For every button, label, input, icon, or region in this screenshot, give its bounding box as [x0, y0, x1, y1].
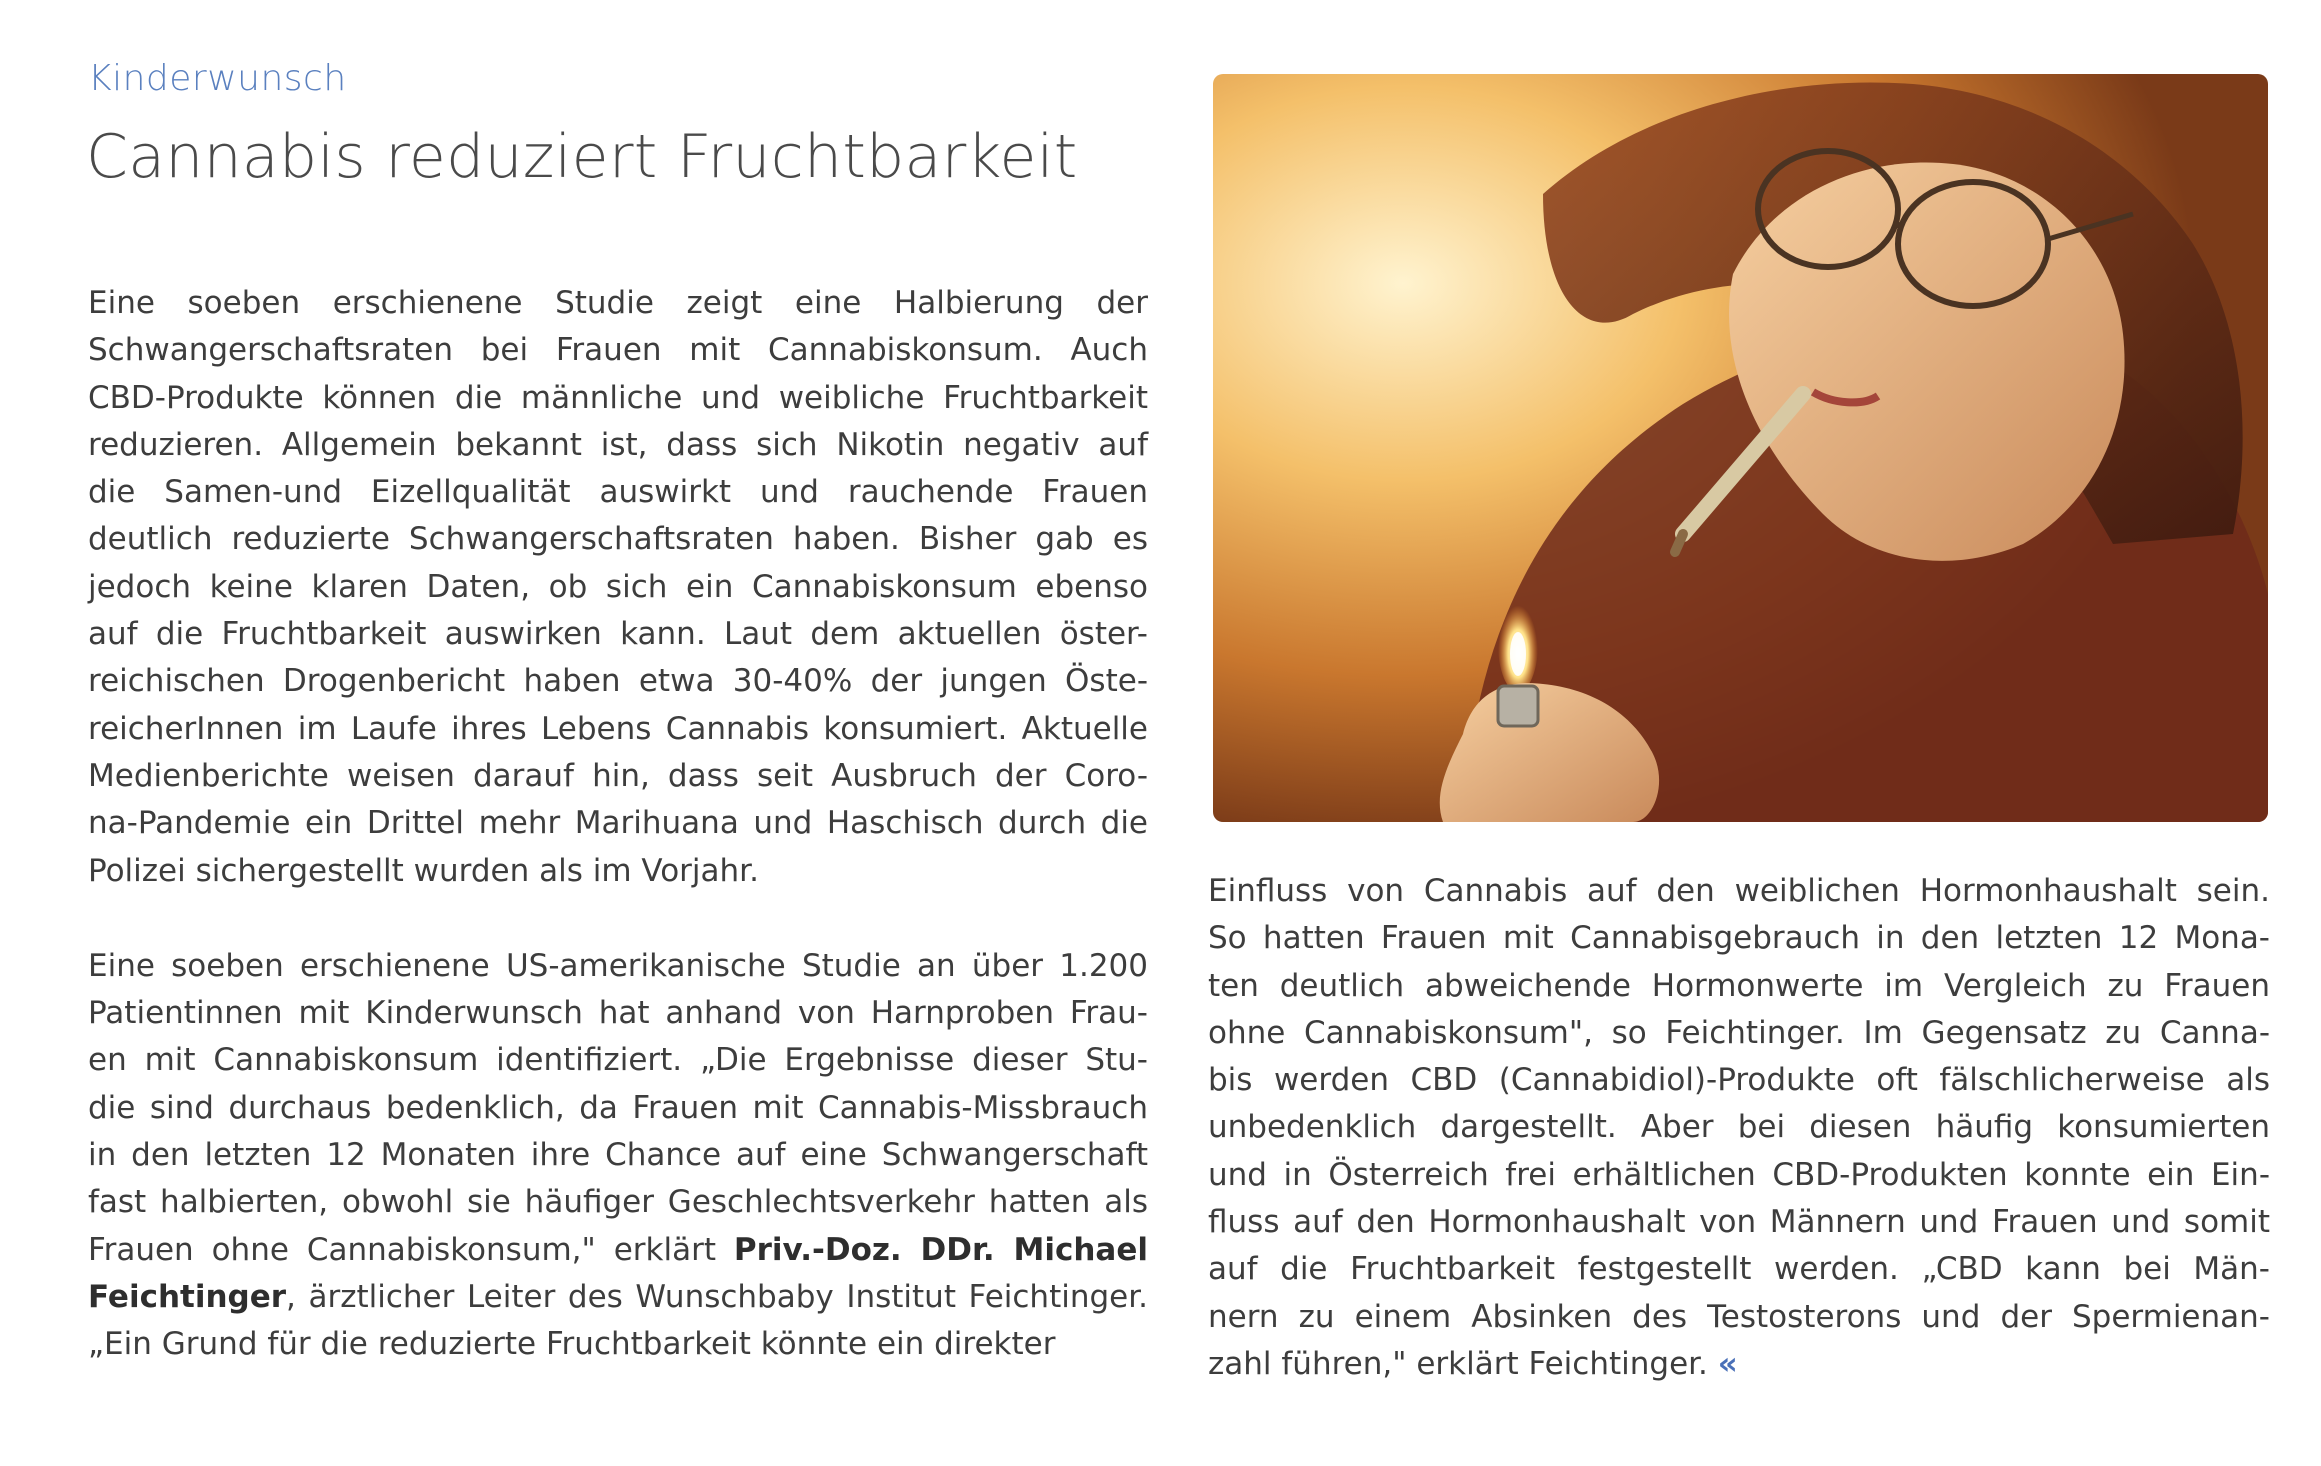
expert-role: , ärztlicher Leiter des Wunschbaby Institut Feichtinger. — [286, 1278, 1148, 1315]
text-line: Eine soeben erschienene Studie zeigt eine Halbierung der — [88, 285, 1148, 321]
text-line: bis werden CBD (Cannabidiol)-Produkte oft fälschlicherweise als — [1208, 1062, 2270, 1099]
text-line: fluss auf den Hormonhaushalt von Männern und Frauen und somit — [1208, 1204, 2270, 1241]
text-line: Polizei sichergestellt wurden als im Vorjahr. — [88, 852, 759, 889]
text-line: ohne Cannabiskonsum", so Feichtinger. Im Gegensatz zu Canna- — [1208, 1014, 2270, 1051]
text-line: in den letzten 12 Monaten ihre Chance auf eine Schwangerschaft — [88, 1137, 1148, 1174]
text-line: jedoch keine klaren Daten, ob sich ein Cannabiskonsum ebenso — [88, 568, 1148, 605]
text-line: die sind durchaus bedenklich, da Frauen mit Cannabis-Missbrauch — [88, 1089, 1148, 1126]
expert-surname: Feichtinger — [88, 1278, 287, 1315]
text-line: fast halbierten, obwohl sie häufiger Geschlechtsverkehr hatten als — [88, 1184, 1148, 1221]
text-line: reduzieren. Allgemein bekannt ist, dass sich Nikotin negativ auf — [88, 426, 1148, 463]
text-line — [88, 1274, 1148, 1321]
text-line: CBD-Produkte können die männliche und weibliche Fruchtbarkeit — [88, 379, 1148, 416]
text-line: Patientinnen mit Kinderwunsch hat anhand von Harnproben Frau- — [88, 995, 1148, 1032]
left-column — [88, 280, 1148, 1369]
text-line: auf die Fruchtbarkeit festgestellt werden. „CBD kann bei Män- — [1208, 1251, 2270, 1288]
text-line: Eine soeben erschienene US-amerikanische Studie an über 1.200 — [88, 947, 1148, 984]
text-line: Medienberichte weisen darauf hin, dass seit Ausbruch der Coro- — [88, 757, 1148, 794]
text-line: die Samen-und Eizellqualität auswirkt und rauchende Frauen — [88, 474, 1148, 511]
text-line: auf die Fruchtbarkeit auswirken kann. Laut dem aktuellen öster- — [88, 616, 1148, 653]
article-photo — [1213, 74, 2268, 822]
text-line: und in Österreich frei erhältlichen CBD-Produkten konnte ein Ein- — [1208, 1156, 2270, 1193]
quote-attribution: Frauen ohne Cannabiskonsum," erklärt — [88, 1231, 734, 1268]
paragraph-intro — [88, 280, 1148, 895]
text-line: reicherInnen im Laufe ihres Lebens Cannabis konsumiert. Aktuelle — [88, 710, 1148, 747]
text-line: Einfluss von Cannabis auf den weiblichen Hormonhaushalt sein. — [1208, 873, 2270, 909]
article-title: Cannabis reduziert Fruchtbarkeit — [86, 122, 1078, 192]
text-line: nern zu einem Absinken des Testosterons und der Spermienan- — [1208, 1298, 2270, 1335]
text-line: na-Pandemie ein Drittel mehr Marihuana und Haschisch durch die — [88, 805, 1148, 842]
text-line: „Ein Grund für die reduzierte Fruchtbarkeit könnte ein direkter — [88, 1326, 1056, 1363]
text-line: en mit Cannabiskonsum identifiziert. „Die Ergebnisse dieser Stu- — [88, 1042, 1148, 1079]
expert-name: Priv.-Doz. DDr. Michael — [733, 1231, 1148, 1268]
right-column — [1208, 868, 2270, 1388]
text-line: deutlich reduzierte Schwangerschaftsraten haben. Bisher gab es — [88, 521, 1148, 558]
paragraph-study — [88, 943, 1148, 1369]
text-line: reichischen Drogenbericht haben etwa 30-40% der jungen Öste- — [88, 663, 1148, 700]
section-kicker: Kinderwunsch — [88, 58, 347, 99]
text-line: Schwangerschaftsraten bei Frauen mit Cannabiskonsum. Auch — [88, 332, 1148, 369]
end-of-article-mark: « — [1717, 1345, 1738, 1382]
closing-text: zahl führen," erklärt Feichtinger. — [1208, 1345, 1718, 1382]
text-line — [1208, 1341, 2270, 1388]
text-line — [88, 1227, 1148, 1274]
text-line: So hatten Frauen mit Cannabisgebrauch in den letzten 12 Mona- — [1208, 920, 2270, 957]
text-line: ten deutlich abweichende Hormonwerte im Vergleich zu Frauen — [1208, 967, 2270, 1004]
text-line: unbedenklich dargestellt. Aber bei diesen häufig konsumierten — [1208, 1109, 2270, 1146]
paragraph-continuation — [1208, 868, 2270, 1388]
